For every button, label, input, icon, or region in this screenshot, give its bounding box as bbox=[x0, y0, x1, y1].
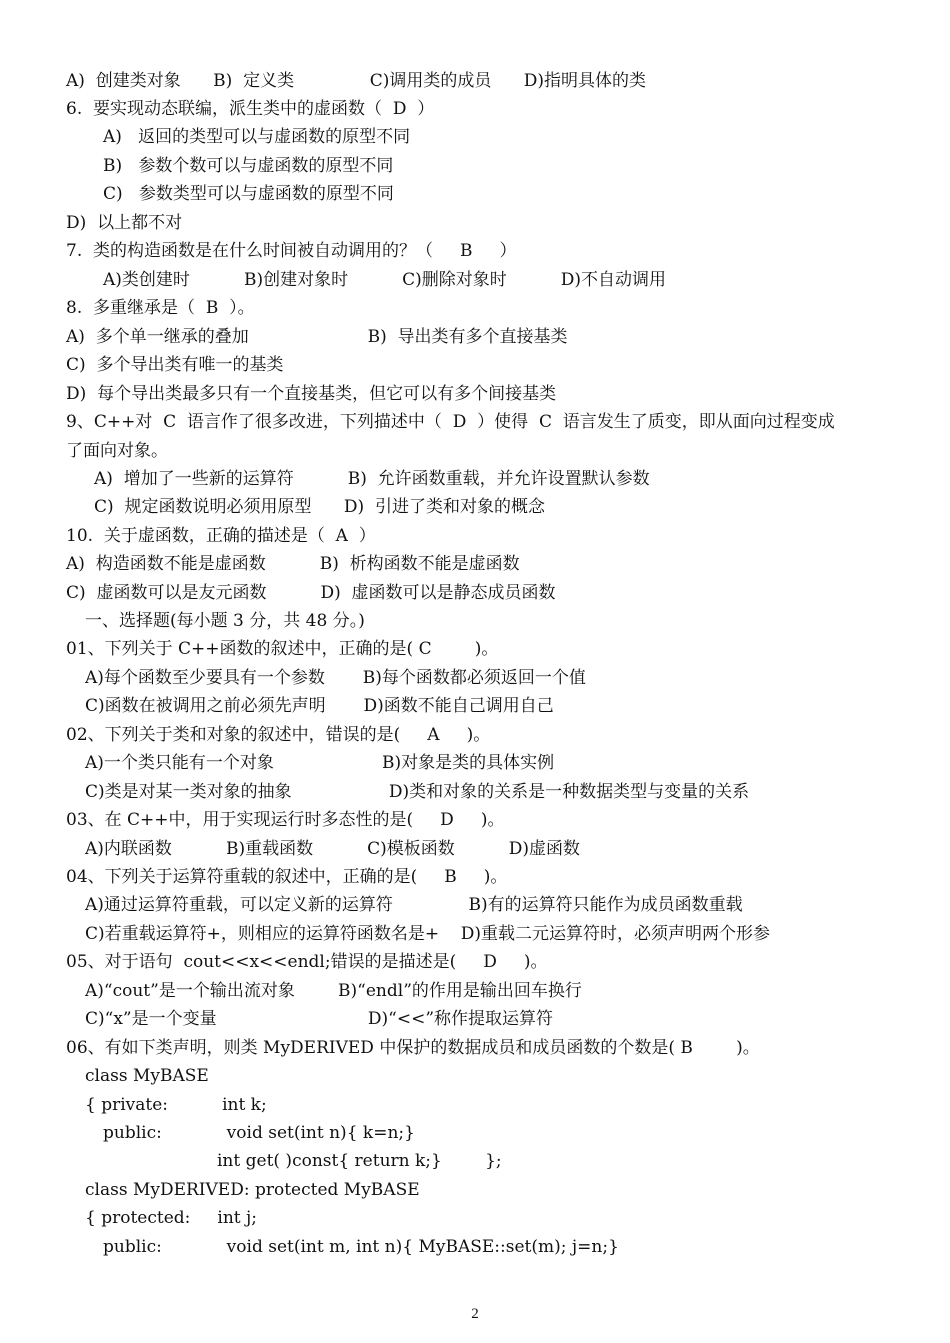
text-line: A) 创建类对象 B) 定义类 C)调用类的成员 D)指明具体的类 bbox=[66, 71, 647, 91]
option-line: C)若重载运算符+，则相应的运算符函数名是+ D)重载二元运算符时，必须声明两个形参 bbox=[85, 924, 771, 944]
question-04: 04、下列关于运算符重载的叙述中，正确的是( B )。 bbox=[66, 867, 508, 887]
option-line: A)类创建时 B)创建对象时 C)删除对象时 D)不自动调用 bbox=[103, 270, 667, 290]
question-01: 01、下列关于 C++函数的叙述中，正确的是( C )。 bbox=[66, 639, 499, 659]
option-line: A) 增加了一些新的运算符 B) 允许函数重载，并允许设置默认参数 bbox=[94, 469, 650, 489]
question-8: 8. 多重继承是（ B ）。 bbox=[66, 298, 255, 318]
option-line: C) 多个导出类有唯一的基类 bbox=[66, 355, 284, 375]
question-7: 7. 类的构造函数是在什么时间被自动调用的？（ B ） bbox=[66, 241, 517, 261]
option-line: C) 规定函数说明必须用原型 D) 引进了类和对象的概念 bbox=[94, 497, 545, 517]
option-line: D) 以上都不对 bbox=[66, 213, 183, 233]
question-9: 9、C++对 C 语言作了很多改进，下列描述中（ D ）使得 C 语言发生了质变，即从面向过程变成 bbox=[66, 412, 835, 432]
option-line: B) 参数个数可以与虚函数的原型不同 bbox=[103, 156, 394, 176]
question-06: 06、有如下类声明，则类 MyDERIVED 中保护的数据成员和成员函数的个数是( B )。 bbox=[66, 1038, 760, 1058]
option-line: C) 虚函数可以是友元函数 D) 虚函数可以是静态成员函数 bbox=[66, 583, 556, 603]
code-line: { protected: int j; bbox=[85, 1208, 258, 1228]
section-heading: 一、选择题(每小题 3 分，共 48 分。) bbox=[85, 611, 365, 631]
question-05: 05、对于语句 cout<<x<<endl;错误的是描述是( D )。 bbox=[66, 952, 548, 972]
option-line: C) 参数类型可以与虚函数的原型不同 bbox=[103, 184, 394, 204]
code-line: int get( )const{ return k;} }; bbox=[217, 1151, 502, 1171]
option-line: D) 每个导出类最多只有一个直接基类，但它可以有多个间接基类 bbox=[66, 384, 557, 404]
code-line: { private: int k; bbox=[85, 1095, 267, 1115]
question-9-continued: 了面向对象。 bbox=[66, 441, 168, 461]
option-line: A) 构造函数不能是虚函数 B) 析构函数不能是虚函数 bbox=[66, 554, 520, 574]
option-line: C)类是对某一类对象的抽象 D)类和对象的关系是一种数据类型与变量的关系 bbox=[85, 782, 750, 802]
code-line: class MyBASE bbox=[85, 1066, 209, 1086]
question-03: 03、在 C++中，用于实现运行时多态性的是( D )。 bbox=[66, 810, 505, 830]
question-02: 02、下列关于类和对象的叙述中，错误的是( A )。 bbox=[66, 725, 491, 745]
option-line: A)每个函数至少要具有一个参数 B)每个函数都必须返回一个值 bbox=[85, 668, 586, 688]
option-line: A) 返回的类型可以与虚函数的原型不同 bbox=[103, 127, 411, 147]
option-line: A)内联函数 B)重载函数 C)模板函数 D)虚函数 bbox=[85, 839, 581, 859]
option-line: A) 多个单一继承的叠加 B) 导出类有多个直接基类 bbox=[66, 327, 568, 347]
option-line: A)通过运算符重载，可以定义新的运算符 B)有的运算符只能作为成员函数重载 bbox=[85, 895, 743, 915]
option-line: A)“cout”是一个输出流对象 B)“endl”的作用是输出回车换行 bbox=[85, 981, 582, 1001]
option-line: A)一个类只能有一个对象 B)对象是类的具体实例 bbox=[85, 753, 555, 773]
option-line: C)“x”是一个变量 D)“<<”称作提取运算符 bbox=[85, 1009, 554, 1029]
option-line: C)函数在被调用之前必须先声明 D)函数不能自己调用自己 bbox=[85, 696, 554, 716]
question-6: 6. 要实现动态联编，派生类中的虚函数（ D ） bbox=[66, 99, 435, 119]
code-line: public: void set(int n){ k=n;} bbox=[103, 1123, 415, 1143]
code-line: class MyDERIVED: protected MyBASE bbox=[85, 1180, 420, 1200]
question-10: 10. 关于虚函数，正确的描述是（ A ） bbox=[66, 526, 376, 546]
code-line: public: void set(int m, int n){ MyBASE::set(m); j=n;} bbox=[103, 1237, 619, 1257]
page-number: 2 bbox=[471, 1306, 479, 1322]
